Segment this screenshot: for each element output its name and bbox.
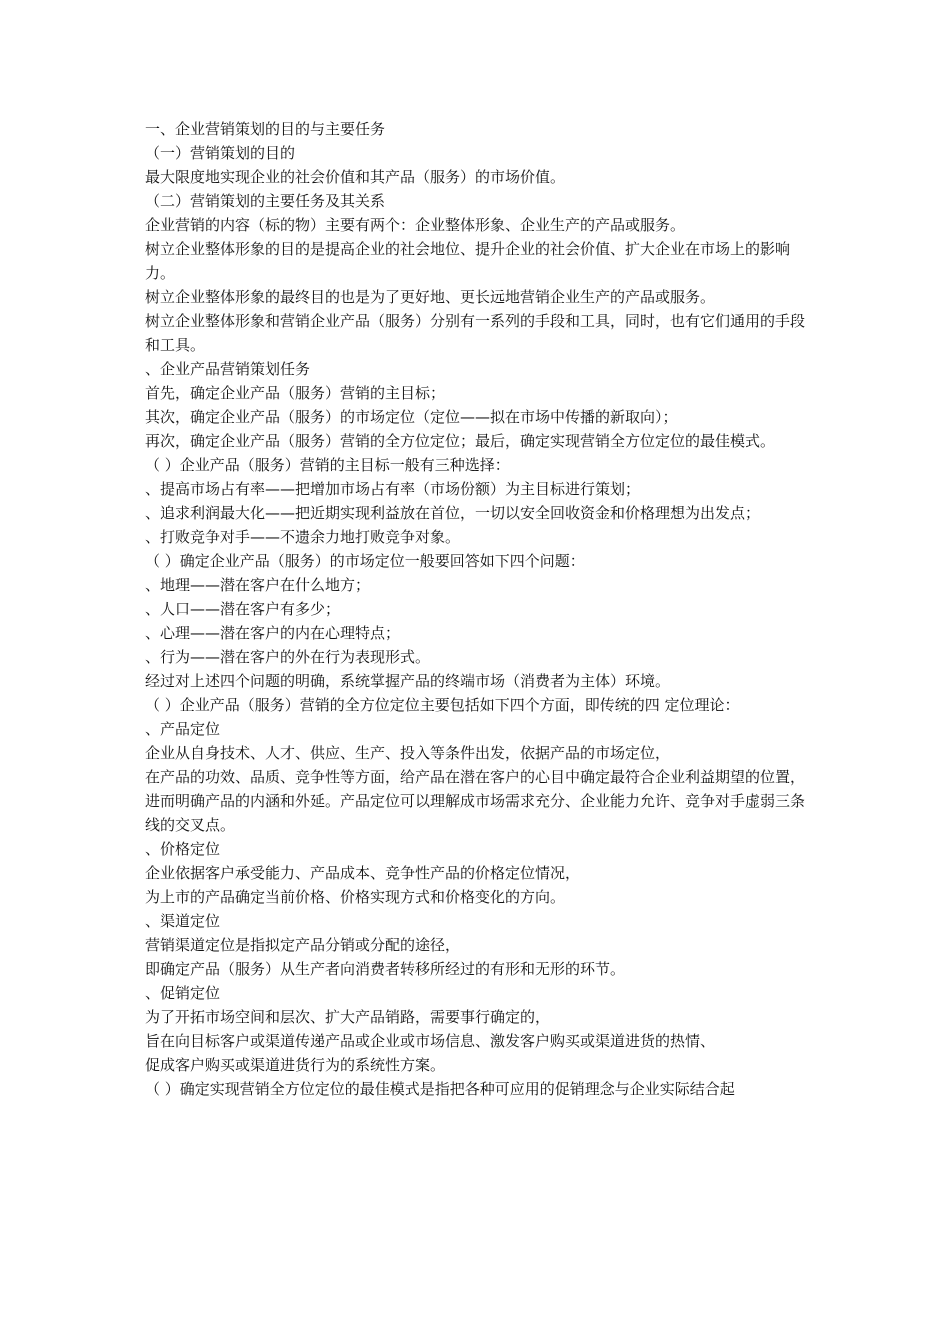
paragraph: 经过对上述四个问题的明确，系统掌握产品的终端市场（消费者为主体）环境。 — [145, 672, 671, 690]
list-heading: （ ）确定企业产品（服务）的市场定位一般要回答如下四个问题： — [145, 552, 585, 570]
paragraph: 首先，确定企业产品（服务）营销的主目标； — [145, 384, 446, 402]
paragraph: 即确定产品（服务）从生产者向消费者转移所经过的有形和无形的环节。 — [145, 960, 626, 978]
list-item: 、打败竞争对手——不遗余力地打败竞争对象。 — [145, 528, 461, 546]
paragraph: 再次，确定企业产品（服务）营销的全方位定位；最后，确定实现营销全方位定位的最佳模式。 — [145, 432, 776, 450]
paragraph: 促成客户购买或渠道进货行为的系统性方案。 — [145, 1056, 446, 1074]
subsection-heading: （二）营销策划的主要任务及其关系 — [145, 192, 386, 210]
list-item: 、地理——潜在客户在什么地方； — [145, 576, 371, 594]
paragraph: 营销渠道定位是指拟定产品分销或分配的途径， — [145, 936, 461, 954]
subsection-heading: 、企业产品营销策划任务 — [145, 360, 311, 378]
paragraph: 为了开拓市场空间和层次、扩大产品销路，需要事行确定的， — [145, 1008, 551, 1026]
paragraph: 旨在向目标客户或渠道传递产品或企业或市场信息、激发客户购买或渠道进货的热情、 — [145, 1032, 716, 1050]
list-heading: （ ）企业产品（服务）营销的全方位定位主要包括如下四个方面，即传统的四 定位理论： — [145, 696, 740, 714]
list-item: 、产品定位 — [145, 720, 221, 738]
paragraph: 树立企业整体形象的目的是提高企业的社会地位、提升企业的社会价值、扩大企业在市场上的影响力。 — [145, 240, 791, 282]
document-body — [145, 117, 813, 1101]
list-item: 、心理——潜在客户的内在心理特点； — [145, 624, 401, 642]
section-heading: 一、企业营销策划的目的与主要任务 — [145, 120, 386, 138]
list-item: 、行为——潜在客户的外在行为表现形式。 — [145, 648, 431, 666]
list-item: 、提高市场占有率——把增加市场占有率（市场份额）为主目标进行策划； — [145, 480, 641, 498]
subsection-heading: （一）营销策划的目的 — [145, 144, 296, 162]
list-item: 、追求利润最大化——把近期实现利益放在首位，一切以安全回收资金和价格理想为出发点； — [145, 504, 761, 522]
list-item: 、促销定位 — [145, 984, 221, 1002]
paragraph: 在产品的功效、品质、竞争性等方面，给产品在潜在客户的心目中确定最符合企业利益期望的位置， — [145, 768, 806, 786]
paragraph: 其次，确定企业产品（服务）的市场定位（定位——拟在市场中传播的新取向）； — [145, 408, 678, 426]
paragraph: 树立企业整体形象和营销企业产品（服务）分别有一系列的手段和工具，同时，也有它们通用的手段和工具。 — [145, 312, 806, 354]
paragraph: 企业营销的内容（标的物）主要有两个：企业整体形象、企业生产的产品或服务。 — [145, 216, 686, 234]
paragraph: 企业依据客户承受能力、产品成本、竞争性产品的价格定位情况， — [145, 864, 581, 882]
list-heading: （ ）企业产品（服务）营销的主目标一般有三种选择： — [145, 456, 510, 474]
paragraph: 进而明确产品的内涵和外延。产品定位可以理解成市场需求充分、企业能力允许、竞争对手虚弱三条线的交叉点。 — [145, 792, 806, 834]
list-item: 、渠道定位 — [145, 912, 221, 930]
list-item: 、人口——潜在客户有多少； — [145, 600, 341, 618]
list-heading: （ ）确定实现营销全方位定位的最佳模式是指把各种可应用的促销理念与企业实际结合起 — [145, 1080, 735, 1098]
paragraph: 企业从自身技术、人才、供应、生产、投入等条件出发，依据产品的市场定位， — [145, 744, 671, 762]
list-item: 、价格定位 — [145, 840, 221, 858]
paragraph: 为上市的产品确定当前价格、价格实现方式和价格变化的方向。 — [145, 888, 566, 906]
paragraph: 最大限度地实现企业的社会价值和其产品（服务）的市场价值。 — [145, 168, 566, 186]
paragraph: 树立企业整体形象的最终目的也是为了更好地、更长远地营销企业生产的产品或服务。 — [145, 288, 716, 306]
